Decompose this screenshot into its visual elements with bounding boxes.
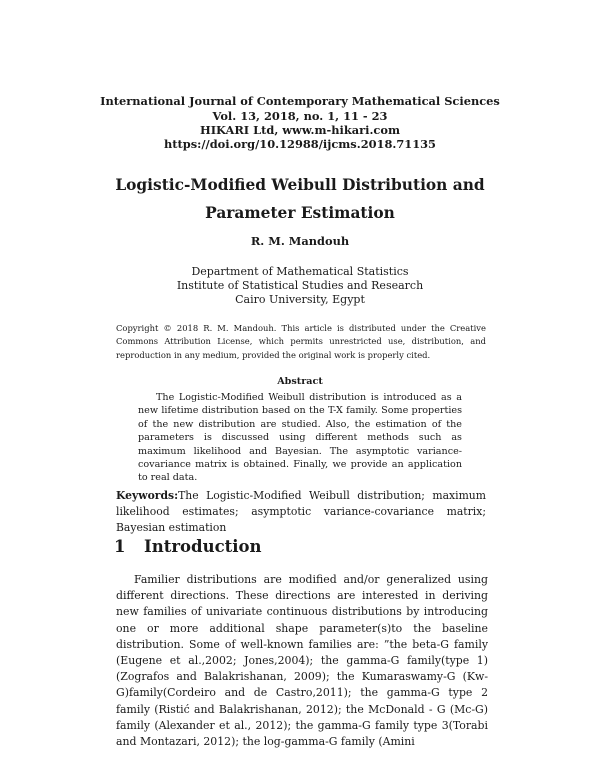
abstract-heading: Abstract xyxy=(277,376,323,387)
copyright-notice: Copyright © 2018 R. M. Mandouh. This article is distributed under the Creative Commons Attribution License, which permits unrestricted use, distribution, and reproduction in any medium, provided the original work is properly cited. xyxy=(116,323,486,360)
paper-title-line-2: Parameter Estimation xyxy=(205,204,395,222)
affiliation-university: Cairo University, Egypt xyxy=(235,293,365,306)
section-title: Introduction xyxy=(144,537,262,556)
abstract-text: The Logistic-Modified Weibull distribution is introduced as a new lifetime distribution based on the T-X family. Some properties of the new distribution are studied. Also, the estimation of the parameters is discussed using different methods such as maximum likelihood and Bayesian. The asymptotic variance-covariance matrix is obtained. Finally, we provide an application to real data. xyxy=(138,392,462,484)
introduction-paragraph: Familier distributions are modified and/or generalized using different directions. These directions are interested in deriving new families of univariate continuous distributions by introducing one or more additional shape parameter(s)to the baseline distribution. Some of well-known families are: ”the beta-G family (Eugene et al.,2002; Jones,2004); the gamma-G family(type 1)(Zografos and Balakrishanan, 2009); the Kumaraswamy-G (Kw-G)family(Cordeiro and de Castro,2011); the gamma-G type 2 family (Ristić and Balakrishanan, 2012); the McDonald - G (Mc-G) family (Alexander et al., 2012); the gamma-G family type 3(Torabi and Montazari, 2012); the log-gamma-G family (Amini xyxy=(116,573,488,749)
journal-publisher: HIKARI Ltd, www.m-hikari.com xyxy=(199,123,401,137)
section-heading xyxy=(114,537,262,556)
journal-volume: Vol. 13, 2018, no. 1, 11 - 23 xyxy=(212,109,388,123)
keywords-text: The Logistic-Modified Weibull distribution; maximum likelihood estimates; asymptotic variance-covariance matrix; Bayesian estimation xyxy=(116,489,486,534)
section-number: 1 xyxy=(114,537,126,556)
paper-title-line-1: Logistic-Modified Weibull Distribution and xyxy=(115,176,485,194)
affiliation-institute: Institute of Statistical Studies and Research xyxy=(176,279,424,292)
author-name: R. M. Mandouh xyxy=(250,234,350,248)
affiliation-department: Department of Mathematical Statistics xyxy=(191,265,409,278)
journal-doi-link[interactable]: https://doi.org/10.12988/ijcms.2018.71135 xyxy=(163,137,436,151)
keywords-label: Keywords: xyxy=(116,489,179,502)
keywords xyxy=(116,488,486,536)
journal-name: International Journal of Contemporary Mathematical Sciences xyxy=(100,94,500,108)
